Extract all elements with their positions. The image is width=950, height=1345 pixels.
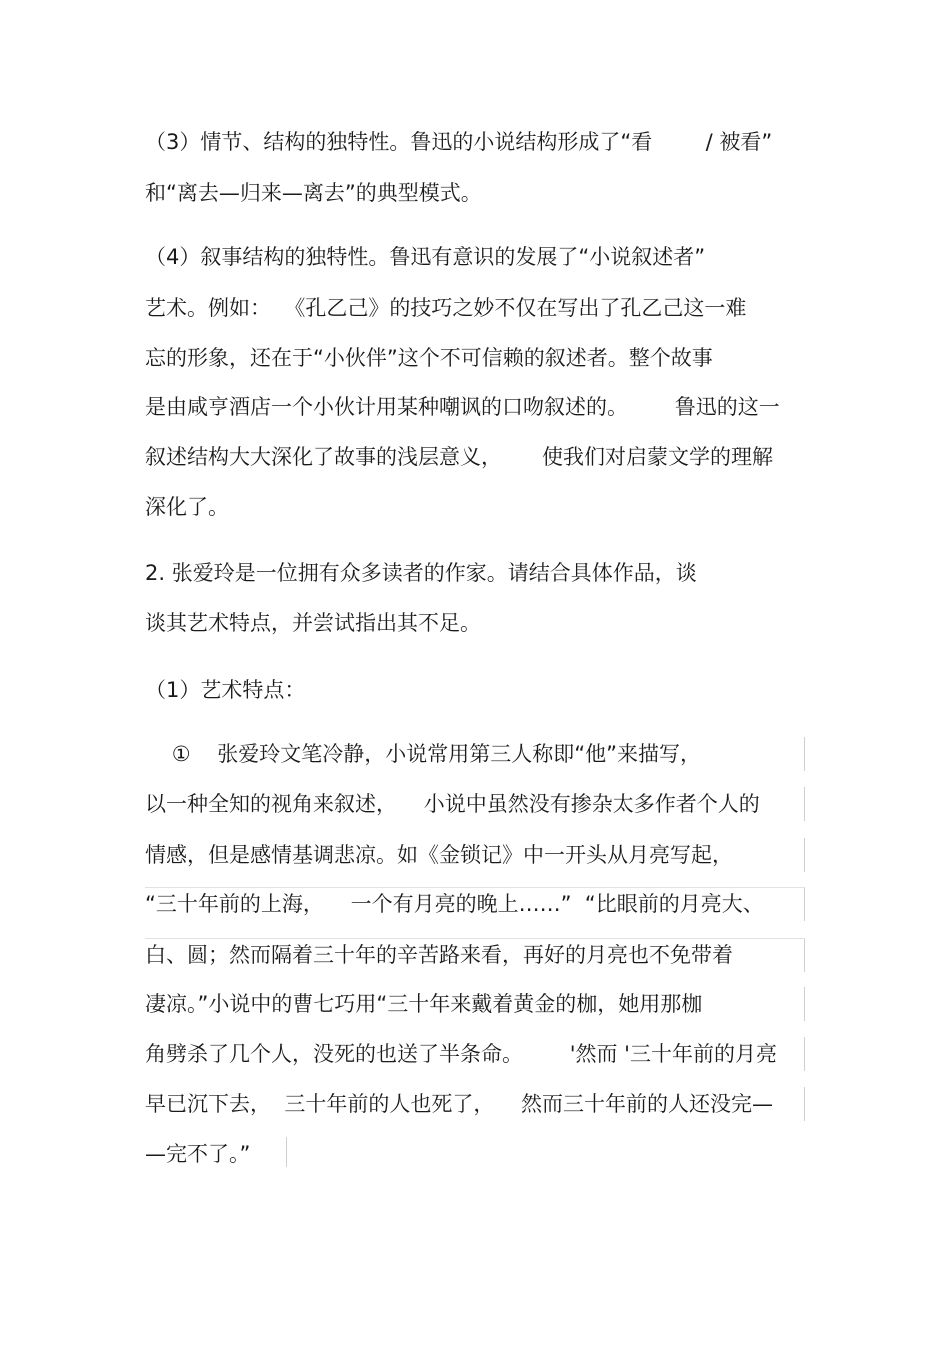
paragraph-line: 以一种全知的视角来叙述， 小说中虽然没有掺杂太多作者个人的 [145, 792, 760, 816]
border-line [804, 987, 805, 1021]
border-line [804, 938, 805, 972]
section-3-line-2: 和“离去—归来—离去”的典型模式。 [145, 181, 482, 205]
section-4-line-6: 深化了。 [145, 495, 229, 519]
paragraph-line: 早已沉下去， 三十年前的人也死了， 然而三十年前的人还没完— [145, 1092, 774, 1116]
paragraph-line: 角劈杀了几个人，没死的也送了半条命。 '然而 '三十年前的月亮 [145, 1042, 777, 1066]
paragraph-line: 凄凉。”小说中的曹七巧用“三十年来戴着黄金的枷，她用那枷 [145, 992, 703, 1016]
border-line [804, 787, 805, 821]
border-line [804, 1037, 805, 1071]
border-line [145, 887, 805, 888]
paragraph-line: 白、圆；然而隔着三十年的辛苦路来看，再好的月亮也不免带着 [145, 943, 733, 967]
section-4-line-3: 忘的形象，还在于“小伙伴”这个不可信赖的叙述者。整个故事 [145, 346, 713, 370]
section-4-line-1: （4）叙事结构的独特性。鲁迅有意识的发展了“小说叙述者” [145, 245, 706, 269]
border-line [145, 938, 805, 939]
art-features-heading: （1）艺术特点： [145, 678, 306, 702]
question-2-line-1: 2. 张爱玲是一位拥有众多读者的作家。请结合具体作品，谈 [145, 561, 697, 585]
section-3-line-1: （3）情节、结构的独特性。鲁迅的小说结构形成了“看 / 被看” [145, 130, 773, 154]
border-line [804, 1087, 805, 1121]
border-line [804, 887, 805, 921]
border-line [286, 1137, 287, 1167]
section-4-line-5: 叙述结构大大深化了故事的浅层意义， 使我们对启蒙文学的理解 [145, 445, 774, 469]
section-4-line-2: 艺术。例如： 《孔乙己》的技巧之妙不仅在写出了孔乙己这一难 [145, 296, 747, 320]
section-4-line-4: 是由咸亨酒店一个小伙计用某种嘲讽的口吻叙述的。 鲁迅的这一 [145, 395, 780, 419]
paragraph-line: ① 张爱玲文笔冷静，小说常用第三人称即“他”来描写， [145, 742, 701, 766]
paragraph-line: 情感，但是感情基调悲凉。如《金锁记》中一开头从月亮写起， [145, 843, 733, 867]
question-2-line-2: 谈其艺术特点，并尝试指出其不足。 [145, 611, 481, 635]
border-line [804, 737, 805, 771]
paragraph-line: “三十年前的上海， 一个有月亮的晚上……” “比眼前的月亮大、 [145, 892, 764, 916]
paragraph-line: —完不了。” [145, 1142, 251, 1166]
border-line [804, 838, 805, 872]
